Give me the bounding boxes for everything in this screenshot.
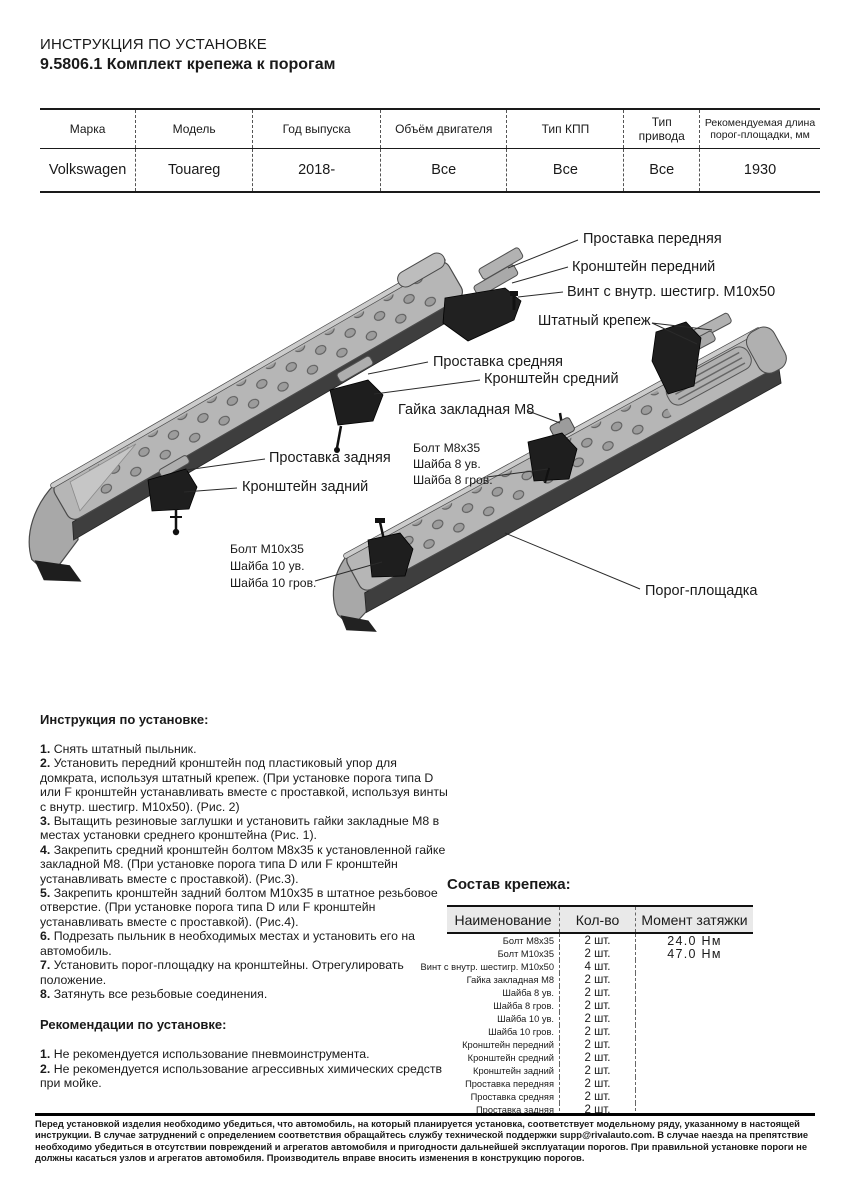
parts-row — [447, 1064, 753, 1077]
part-qty: 2 шт. — [559, 1038, 635, 1051]
install-step-7: 7. Установить порог-площадку на кронштейны. Отрегулировать положение. — [40, 958, 404, 987]
part-torque: 47.0 Нм — [635, 947, 753, 960]
part-torque — [635, 986, 753, 999]
install-step-8: 8. Затянуть все резьбовые соединения. — [40, 986, 268, 1001]
part-torque — [635, 1077, 753, 1090]
parts-row — [447, 1025, 753, 1038]
parts-row — [447, 1077, 753, 1090]
vehicle-table-header-row — [40, 110, 820, 149]
part-torque — [635, 1012, 753, 1025]
part-torque: 24.0 Нм — [635, 934, 753, 947]
part-qty: 2 шт. — [559, 1077, 635, 1090]
install-heading: Инструкция по установке: — [40, 712, 209, 727]
parts-row — [447, 934, 753, 947]
part-name: Винт с внутр. шестигр. М10х50 — [420, 961, 554, 972]
leader-board — [505, 533, 640, 589]
label-board: Порог-площадка — [645, 583, 758, 599]
part-name: Болт М10х35 — [497, 948, 554, 959]
part-torque — [635, 1038, 753, 1051]
label-rear-bracket: Кронштейн задний — [242, 479, 369, 495]
parts-row — [447, 1038, 753, 1051]
label-nut-m8: Гайка закладная М8 — [398, 402, 535, 418]
part-qty: 2 шт. — [559, 973, 635, 986]
install-step-2: 2. Установить передний кронштейн под пластиковый упор для домкрата, используя штатный крепеж. (При установке порога типа D или F кронштейн устанавливать вместе с проставкой, используя винты с внутр. шестигр. М10х50). (Рис. 2) — [40, 756, 448, 814]
parts-row — [447, 1012, 753, 1025]
parts-row — [447, 1090, 753, 1103]
part-qty: 4 шт. — [559, 960, 635, 973]
vehicle-col-year: Год выпуска — [252, 110, 380, 148]
part-name: Шайба 10 ув. — [497, 1013, 554, 1024]
parts-row — [447, 986, 753, 999]
recommendation-1: 1. Не рекомендуется использование пневмоинструмента. — [40, 1047, 370, 1062]
part-name: Шайба 8 ув. — [502, 987, 554, 998]
leader-hex-screw — [518, 292, 563, 297]
part-qty: 2 шт. — [559, 1051, 635, 1064]
part-name: Шайба 10 гров. — [488, 1026, 554, 1037]
vehicle-col-brand: Марка — [69, 122, 106, 136]
leader-front-bracket — [512, 267, 568, 283]
rear-bolt-head-right — [375, 518, 385, 523]
part-torque — [635, 973, 753, 986]
label-mid-bracket: Кронштейн средний — [484, 371, 619, 387]
recommendations-heading: Рекомендации по установке: — [40, 1017, 227, 1033]
parts-table-header-row — [447, 907, 753, 934]
part-qty: 2 шт. — [559, 999, 635, 1012]
label-front-bracket: Кронштейн передний — [572, 259, 716, 275]
part-torque — [635, 1051, 753, 1064]
label-washer10-grov: Шайба 10 гров. — [230, 576, 317, 590]
parts-row — [447, 947, 753, 960]
installation-instructions — [40, 712, 454, 1091]
part-qty: 2 шт. — [559, 947, 635, 960]
part-qty: 2 шт. — [559, 1103, 635, 1116]
part-name: Проставка передняя — [465, 1078, 554, 1089]
parts-col-torque: Момент затяжки — [635, 907, 753, 932]
part-qty: 2 шт. — [559, 1090, 635, 1103]
install-step-1: 1. Снять штатный пыльник. — [40, 742, 197, 756]
mid-bolt-pin-left — [337, 426, 341, 448]
vehicle-col-engine: Объём двигателя — [380, 110, 506, 148]
install-step-6: 6. Подрезать пыльник в необходимых местах и установить его на автомобиль. — [40, 929, 415, 958]
mid-bracket-left — [330, 380, 383, 425]
parts-col-name: Наименование — [454, 911, 552, 928]
vehicle-col-gearbox: Тип КПП — [506, 110, 623, 148]
parts-row — [447, 973, 753, 986]
label-washer8-grov: Шайба 8 гров. — [413, 473, 493, 487]
part-name: Проставка задняя — [475, 1104, 554, 1115]
part-qty: 2 шт. — [559, 1064, 635, 1077]
part-torque — [635, 1090, 753, 1103]
part-torque — [635, 1025, 753, 1038]
part-name: Болт М8х35 — [502, 935, 554, 946]
recommendation-2: 2. Не рекомендуется использование агрессивных химических средств при мойке. — [40, 1061, 443, 1091]
part-qty: 2 шт. — [559, 1025, 635, 1038]
parts-col-qty: Кол-во — [559, 907, 635, 932]
parts-row — [420, 960, 753, 973]
part-name: Гайка закладная М8 — [466, 974, 554, 985]
vehicle-engine: Все — [380, 149, 506, 191]
vehicle-gearbox: Все — [506, 149, 623, 191]
part-name: Кронштейн средний — [467, 1052, 554, 1063]
install-step-5: 5. Закрепить кронштейн задний болтом М10х35 в штатное резьбовое отверстие. (При установке порога типа D или F кронштейн устанавливать вместе с проставкой). (Рис.4). — [40, 886, 438, 929]
vehicle-model: Touareg — [135, 149, 252, 191]
part-qty: 2 шт. — [559, 934, 635, 947]
parts-table — [420, 905, 753, 1116]
label-washer8-uv: Шайба 8 ув. — [413, 457, 481, 471]
install-step-3: 3. Вытащить резиновые заглушки и установить гайки закладные М8 в местах установки среднего кронштейна (Рис. 1). — [40, 814, 440, 843]
leader-mid-bracket — [374, 380, 480, 394]
parts-list-title: Состав крепежа: — [447, 876, 571, 893]
title-block — [40, 36, 335, 74]
label-oem-fastener: Штатный крепеж — [538, 313, 651, 329]
install-step-4: 4. Закрепить средний кронштейн болтом М8х35 к установленной гайке закладной М8. (При установке порога типа D или F кронштейн устанавливать вместе с проставкой). (Рис.3). — [40, 842, 446, 886]
part-torque — [635, 1064, 753, 1077]
document-subtitle: 9.5806.1 Комплект крепежа к порогам — [40, 56, 336, 73]
label-front-spacer: Проставка передняя — [583, 231, 722, 247]
label-rear-spacer: Проставка задняя — [269, 450, 391, 466]
vehicle-col-drive: Тип привода — [623, 110, 699, 148]
vehicle-col-length: Рекомендуемая длина порог-площадки, мм — [699, 110, 820, 148]
part-name: Кронштейн задний — [473, 1065, 554, 1076]
board-left-side-face — [66, 296, 472, 540]
part-name: Шайба 8 гров. — [493, 1000, 554, 1011]
part-qty: 2 шт. — [559, 986, 635, 999]
vehicle-year: 2018- — [252, 149, 380, 191]
parts-row — [447, 1051, 753, 1064]
label-mid-spacer: Проставка средняя — [433, 354, 564, 370]
leader-mid-spacer — [368, 362, 428, 374]
vehicle-brand: Volkswagen — [48, 162, 127, 178]
part-torque — [635, 960, 753, 973]
hex-screw-head — [510, 291, 518, 296]
vehicle-table — [40, 108, 820, 193]
rear-bolt-head-left — [173, 529, 179, 535]
vehicle-drive: Все — [623, 149, 699, 191]
document-title: ИНСТРУКЦИЯ ПО УСТАНОВКЕ — [40, 36, 267, 53]
parts-row — [447, 999, 753, 1012]
part-name: Кронштейн передний — [462, 1039, 554, 1050]
part-torque — [635, 999, 753, 1012]
vehicle-table-data-row — [40, 149, 820, 191]
footer-disclaimer: Перед установкой изделия необходимо убедиться, что автомобиль, на который планируется установка, соответствует модельному ряду, указанному в настоящей инструкции. В случае затруднений с определением соответствия обращайтесь службу технической поддержки supp@rivalauto.com. В случае наезда на препятствие необходимо убедиться в отсутствии повреждений и агрегатов автомобиля и пригодности дальнейшей эксплуатации порогов. При правильной установке пороги не должны касаться узлов и агрегатов автомобиля. Производитель вправе вносить изменения в конструкцию порогов. — [35, 1113, 815, 1163]
vehicle-col-model: Модель — [135, 110, 252, 148]
label-bolt-m10: Болт М10х35 — [230, 542, 304, 556]
vehicle-length: 1930 — [699, 149, 820, 191]
label-bolt-m8: Болт М8х35 — [413, 441, 481, 455]
mid-assembly-right — [528, 413, 577, 483]
label-hex-screw: Винт с внутр. шестигр. М10х50 — [567, 284, 776, 300]
part-qty: 2 шт. — [559, 1012, 635, 1025]
part-name: Проставка средняя — [470, 1091, 554, 1102]
label-washer10-uv: Шайба 10 ув. — [230, 559, 305, 573]
